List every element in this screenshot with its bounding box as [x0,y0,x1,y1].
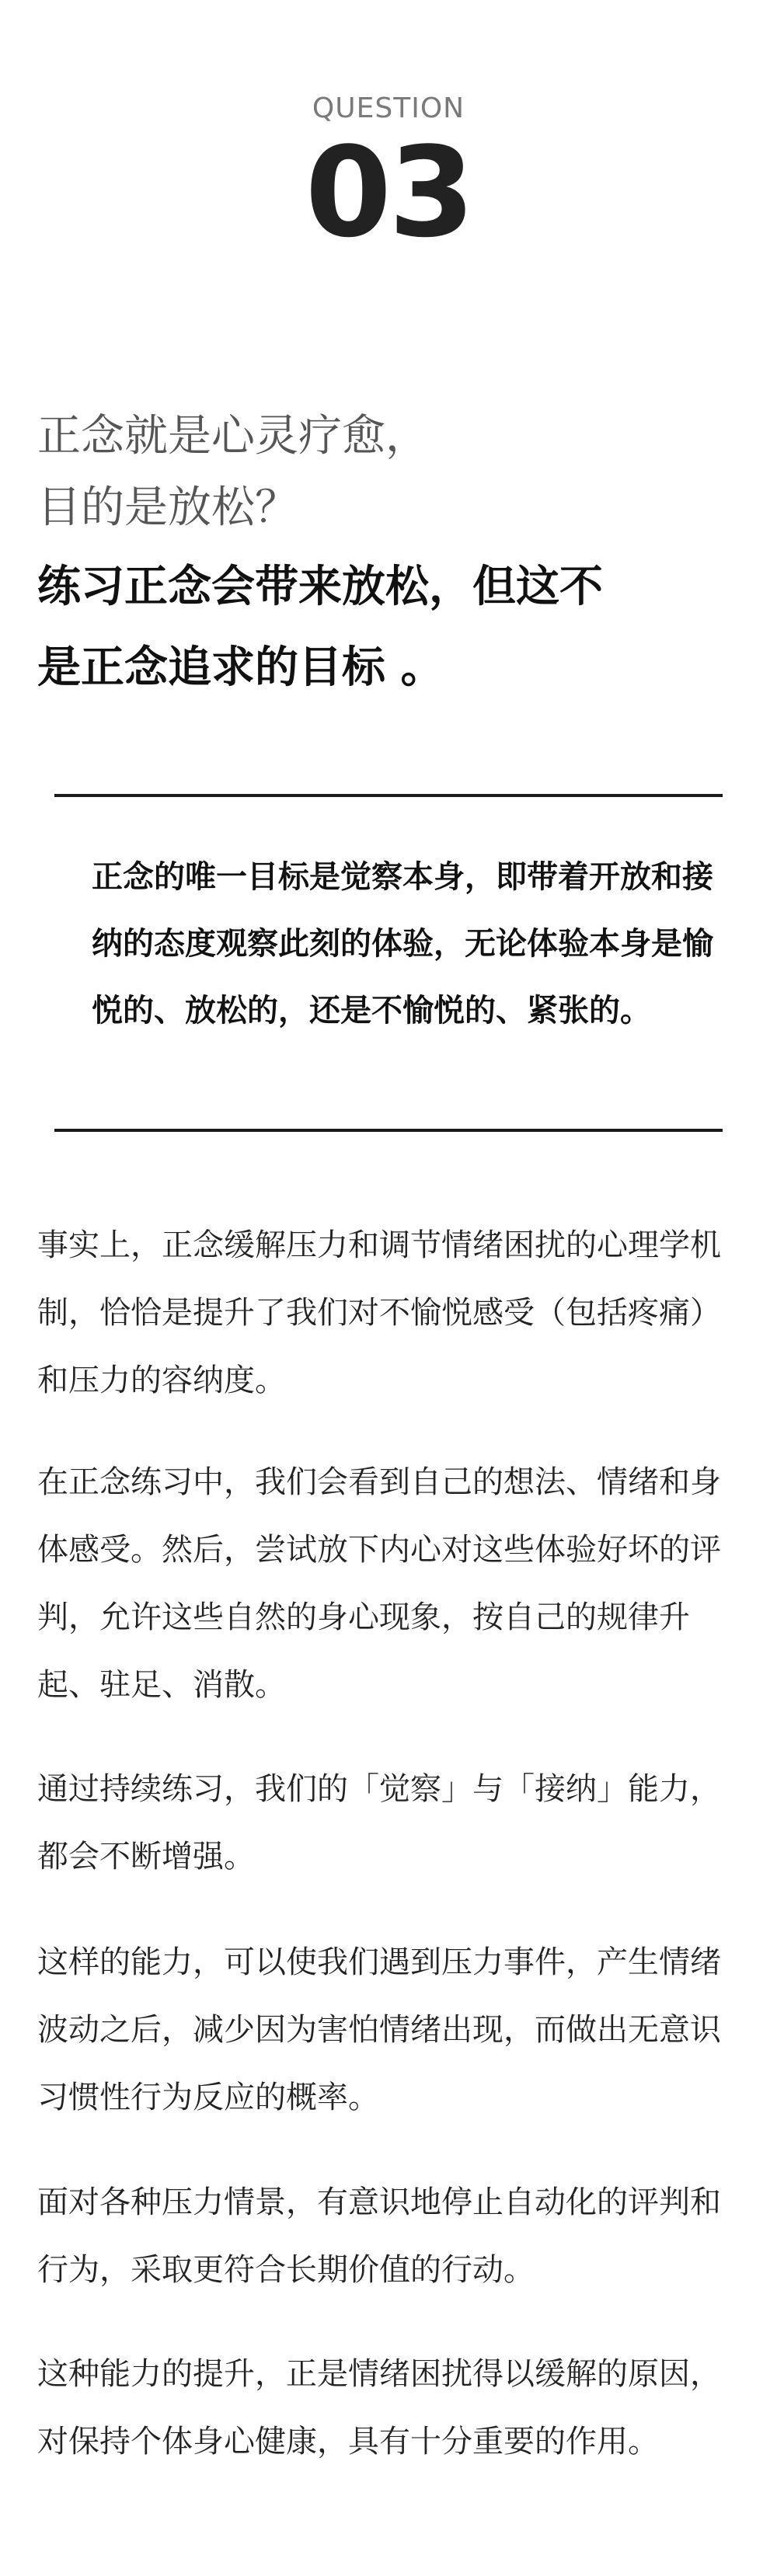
quote-bottom-rule [54,1129,723,1132]
quote-text: 正念的唯一目标是觉察本身，即带着开放和接纳的态度观察此刻的体验，无论体验本身是愉悦的、放松的，还是不愉悦的、紧张的。 [92,859,713,1029]
answer-line-1: 练习正念会带来放松，但这不 [37,562,603,612]
question-number: 03 [305,120,472,265]
quote-top-rule [54,794,723,797]
question-label: QUESTION [312,92,465,124]
body-paragraph: 通过持续练习，我们的「觉察」与「接纳」能力，都会不断增强。 [37,1771,721,1875]
body-paragraph: 面对各种压力情景，有意识地停止自动化的评判和行为，采取更符合长期价值的行动。 [37,2184,721,2288]
body-paragraph: 事实上，正念缓解压力和调节情绪困扰的心理学机制，恰恰是提升了我们对不愉悦感受（包括疼痛）和压力的容纳度。 [37,1227,721,1398]
answer-line-2: 是正念追求的目标 。 [37,642,444,693]
body-paragraph: 这样的能力，可以使我们遇到压力事件，产生情绪波动之后，减少因为害怕情绪出现，而做出无意识习惯性行为反应的概率。 [37,1944,721,2115]
body-paragraph: 在正念练习中，我们会看到自己的想法、情绪和身体感受。然后，尝试放下内心对这些体验好坏的评判，允许这些自然的身心现象，按自己的规律升起、驻足、消散。 [37,1464,721,1703]
question-line-2: 目的是放松？ [37,482,298,533]
body-paragraph: 这种能力的提升，正是情绪困扰得以缓解的原因，对保持个体身心健康，具有十分重要的作用。 [37,2356,721,2459]
question-line-1: 正念就是心灵疗愈， [37,411,429,461]
